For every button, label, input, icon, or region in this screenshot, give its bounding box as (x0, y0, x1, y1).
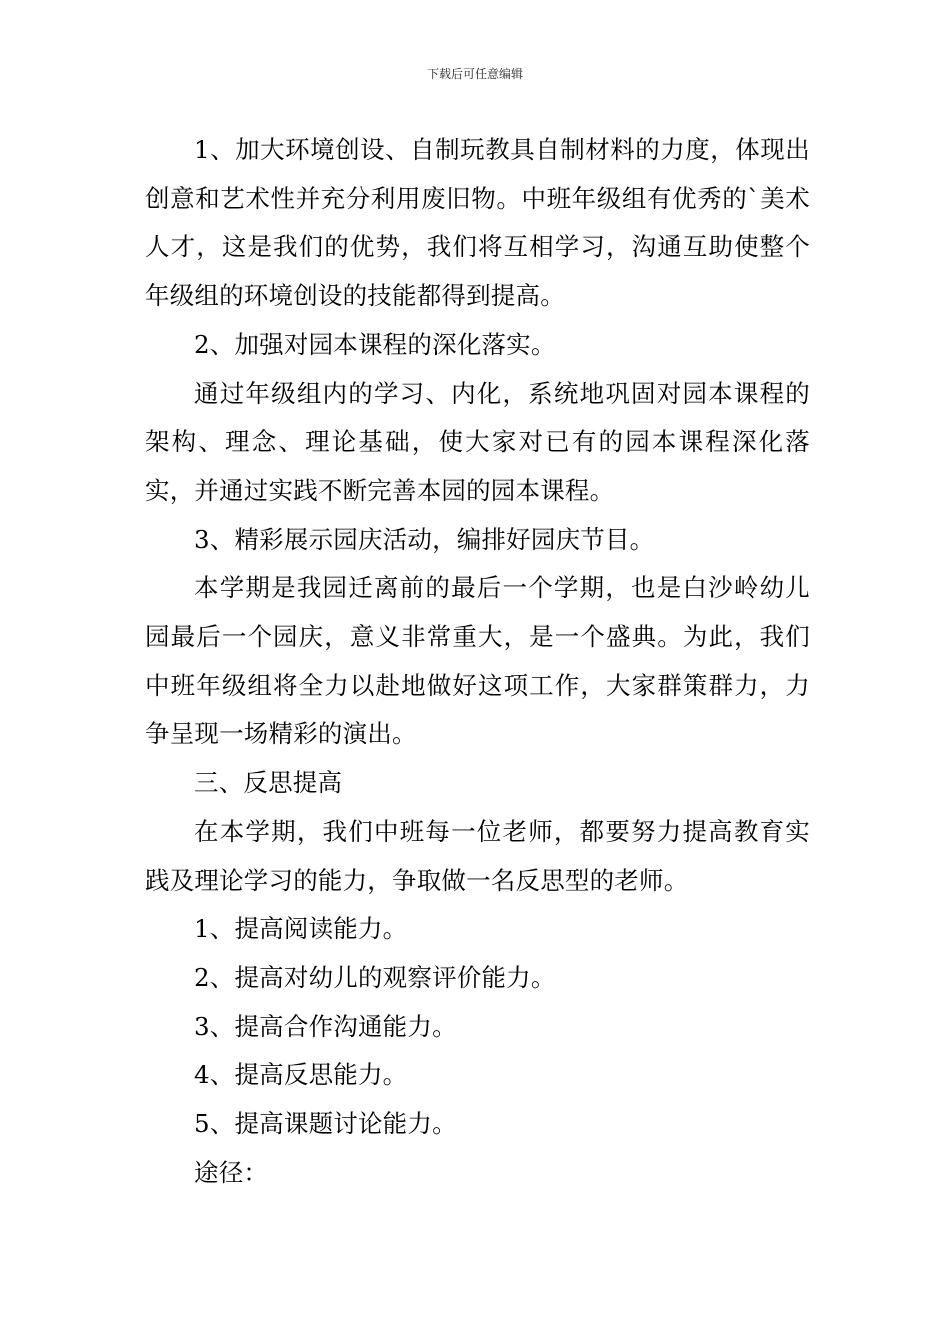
list-item-cooperation: 3、提高合作沟通能力。 (194, 1011, 457, 1041)
paragraph-reflection: 在本学期，我们中班每一位老师，都要努力提高教育实践及理论学习的能力，争取做一名反思型的老师。 (145, 816, 810, 895)
list-item-reflection: 4、提高反思能力。 (194, 1060, 408, 1090)
document-body (145, 126, 810, 1197)
paragraph-environment: 1、加大环境创设、自制玩教具自制材料的力度，体现出创意和艺术性并充分利用废旧物。中班年级组有优秀的`美术人才，这是我们的优势，我们将互相学习，沟通互助使整个年级组的环境创设的技能都得到提高。 (145, 135, 810, 311)
paragraph-curriculum: 通过年级组内的学习、内化，系统地巩固对园本课程的架构、理念、理论基础，使大家对已有的园本课程深化落实，并通过实践不断完善本园的园本课程。 (145, 378, 810, 505)
paragraph-curriculum-heading: 2、加强对园本课程的深化落实。 (194, 329, 556, 359)
paragraph-anniversary: 本学期是我园迁离前的最后一个学期，也是白沙岭幼儿园最后一个园庆，意义非常重大，是一个盛典。为此，我们中班年级组将全力以赴地做好这项工作，大家群策群力，力争呈现一场精彩的演出。 (145, 573, 810, 749)
paragraph-approach: 途径： (194, 1157, 269, 1187)
list-item-observation: 2、提高对幼儿的观察评价能力。 (194, 962, 556, 992)
section-heading-reflection: 三、反思提高 (194, 768, 343, 798)
list-item-reading: 1、提高阅读能力。 (194, 914, 408, 944)
paragraph-anniversary-heading: 3、精彩展示园庆活动，编排好园庆节目。 (194, 524, 655, 554)
page-header: 下载后可任意编辑 (426, 67, 523, 81)
list-item-research: 5、提高课题讨论能力。 (194, 1109, 457, 1139)
